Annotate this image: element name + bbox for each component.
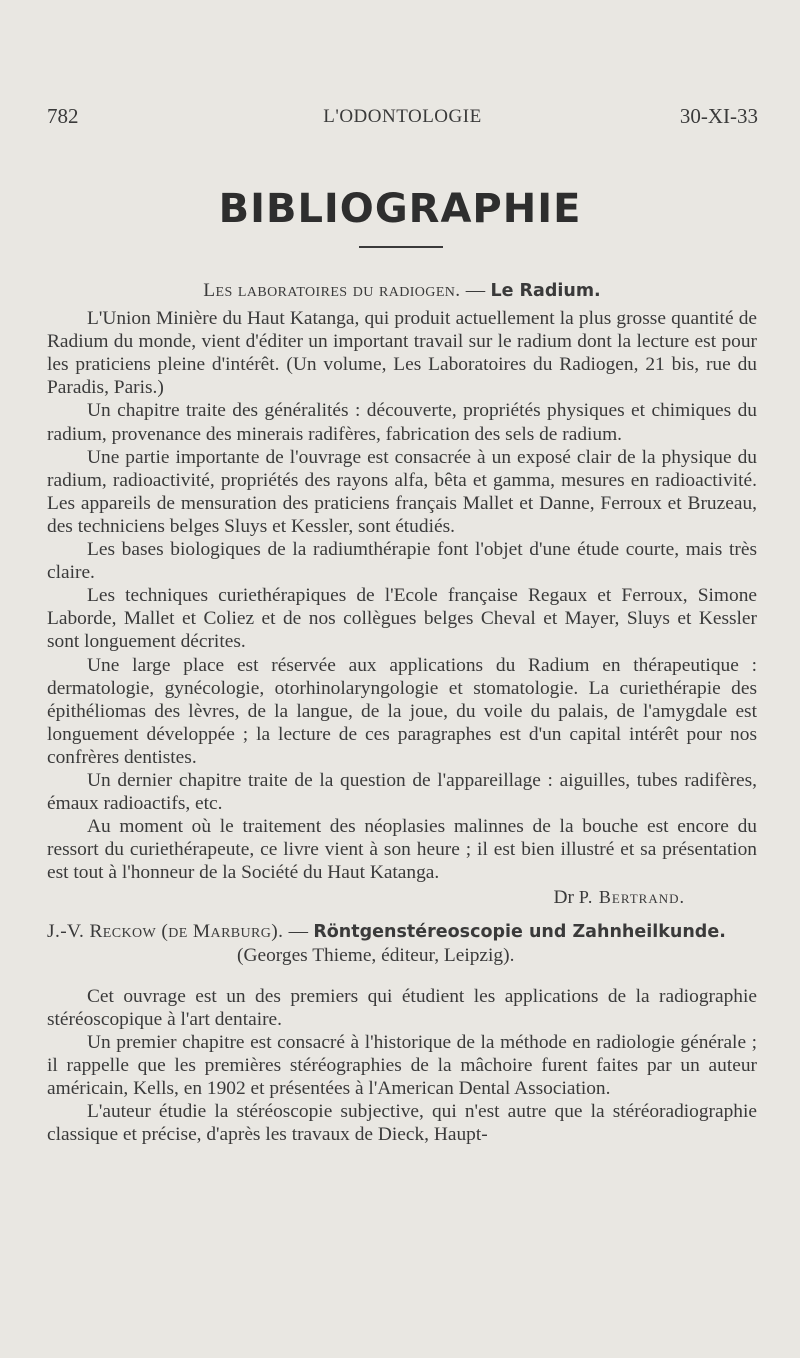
page-title: BIBLIOGRAPHIE	[218, 186, 582, 232]
article-body	[47, 279, 757, 1146]
paragraph: Les techniques curiethérapiques de l'Ecole française Regaux et Ferroux, Simone Laborde, Mallet et Coliez et de nos collègues belges Cheval et Mayer, Sluys et Kessler sont longuement décrites.	[47, 585, 757, 653]
paragraph: Un premier chapitre est consacré à l'historique de la méthode en radiologie générale ; il rappelle que les premières stéréographies de la mâchoire furent faites par un auteur américain, Kells, en 1902 et présentées à l'American Dental Association.	[47, 1031, 757, 1100]
book-publisher: (Georges Thieme, éditeur, Leipzig).	[237, 944, 515, 966]
book-citation	[47, 920, 757, 944]
page-number: 782	[47, 104, 79, 128]
paragraph: Un chapitre traite des généralités : découverte, propriétés physiques et chimiques du radium, provenance des minerais radifères, fabrication des sels de radium.	[47, 400, 757, 445]
paragraph: L'Union Minière du Haut Katanga, qui produit actuellement la plus grosse quantité de Radium du monde, vient d'éditer un important travail sur le radium dont la lecture est pour les praticiens pleine d'intérêt. (Un volume, Les Laboratoires du Radiogen, 21 bis, rue du Paradis, Paris.)	[47, 308, 757, 399]
journal-name: L'ODONTOLOGIE	[323, 106, 482, 127]
review-title: Le Radium.	[490, 281, 601, 301]
paragraph: Cet ouvrage est un des premiers qui étudient les applications de la radiographie stéréoscopique à l'art dentaire.	[47, 985, 757, 1030]
review-source: Les laboratoires du radiogen. —	[203, 280, 486, 301]
signature-prefix: Dr	[553, 887, 574, 909]
signature-name: P. Bertrand.	[578, 887, 685, 908]
paragraph: Au moment où le traitement des néoplasies malinnes de la bouche est encore du ressort du curiethérapeute, ce livre vient à son heure ; il est bien illustré et sa présentation est tout à l'honneur de la Société du Haut Katanga.	[47, 816, 757, 884]
review-heading	[47, 279, 757, 303]
signature	[47, 886, 757, 909]
paragraph: Une partie importante de l'ouvrage est consacrée à un exposé clair de la physique du radium, radioactivité, propriétés des rayons alfa, bêta et gamma, mesures en radioactivité. Les appareils de mensuration des praticiens français Mallet et Danne, Ferroux et Bruzeau, des techniciens belges Sluys et Kessler, sont étudiés.	[47, 446, 757, 537]
book-author: J.-V. Reckow (de Marburg). —	[47, 920, 309, 942]
running-header	[47, 104, 758, 134]
paragraph: Une large place est réservée aux applications du Radium en thérapeutique : dermatologie, gynécologie, otorhinolaryngologie et stomatologie. La curiethérapie des épithéliomas des lèvres, de la langue, de la joue, du voile du palais, de l'amygdale est longuement développée ; la lecture de ces paragraphes est d'un capital intérêt pour nos confrères dentistes.	[47, 654, 757, 768]
issue-date: 30-XI-33	[679, 104, 758, 128]
title-divider	[359, 246, 443, 248]
paragraph: Un dernier chapitre traite de la question de l'appareillage : aiguilles, tubes radifères, émaux radioactifs, etc.	[47, 769, 757, 815]
paragraph: L'auteur étudie la stéréoscopie subjective, qui n'est autre que la stéréoradiographie classique et précise, d'après les travaux de Dieck, Haupt-	[47, 1101, 757, 1146]
book-title: Röntgenstéreoscopie und Zahnheilkunde.	[313, 921, 726, 942]
paragraph: Les bases biologiques de la radiumthérapie font l'objet d'une étude courte, mais très claire.	[47, 539, 757, 584]
